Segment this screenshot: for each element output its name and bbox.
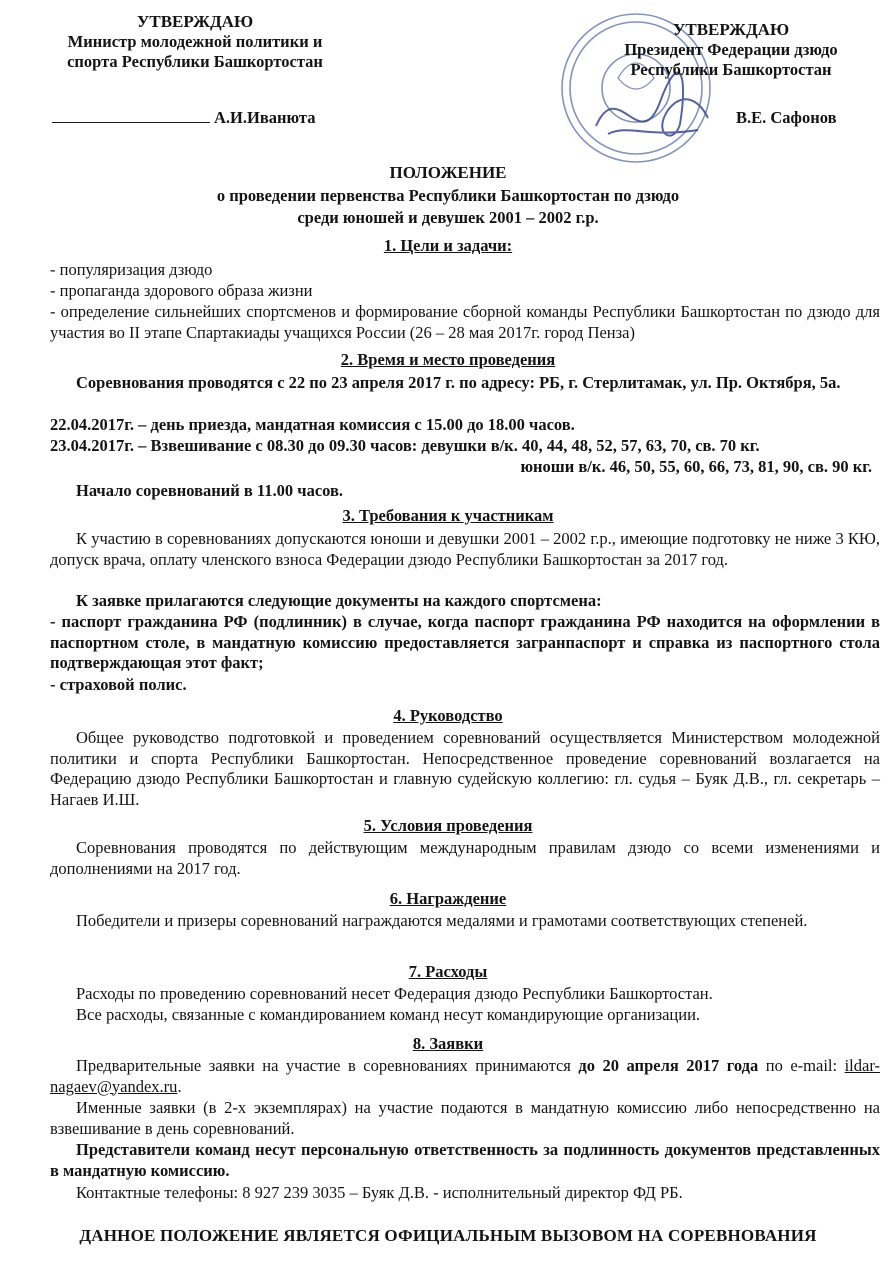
section-heading-management: 4. Руководство	[393, 706, 503, 725]
approval-line-2: Республики Башкортостан	[630, 60, 832, 79]
section-heading-requirements: 3. Требования к участникам	[342, 506, 554, 525]
applications-deadline: до 20 апреля 2017 года	[578, 1056, 759, 1075]
section-heading-time-place: 2. Время и место проведения	[340, 350, 556, 369]
weigh-in-boys-text: юноши в/к. 46, 50, 55, 60, 66, 73, 81, 90, св. 90 кг.	[520, 457, 872, 476]
applications-email-label: по e-mail:	[758, 1056, 845, 1075]
approval-heading: УТВЕРЖДАЮ	[672, 20, 790, 39]
document-subtitle-1: о проведении первенства Республики Башкортостан по дзюдо	[216, 186, 680, 205]
contact-phones-text: Контактные телефоны: 8 927 239 3035 – Буяк Д.В. - исполнительный директор ФД РБ.	[76, 1183, 683, 1202]
signer-name-president: В.Е. Сафонов	[736, 108, 837, 127]
management-paragraph: Общее руководство подготовкой и проведением соревнований осуществляется Министерством молодежной политики и спорта Республики Башкортостан. Непосредственное проведение соревнований возлагается на Федерацию дзюдо Республики Башкортостан и главную судейскую коллегию: гл. судья – Буяк Д.В., гл. секретарь – Нагаев И.Ш.	[50, 728, 880, 809]
section-heading-applications: 8. Заявки	[412, 1034, 484, 1053]
requirements-paragraph: К участию в соревнованиях допускаются юноши и девушки 2001 – 2002 г.р., имеющие подготовку не ниже 3 КЮ, допуск врача, оплату членского взноса Федерации дзюдо Республики Башкортостан за 2017 год.	[50, 529, 880, 569]
approval-block-minister	[30, 12, 360, 72]
approval-line-1: Министр молодежной политики и	[67, 32, 323, 51]
applications-text: Предварительные заявки на участие в соревнованиях принимаются	[76, 1056, 579, 1075]
approval-heading: УТВЕРЖДАЮ	[136, 12, 254, 31]
approval-line-2: спорта Республики Башкортостан	[67, 52, 323, 71]
named-applications-paragraph: Именные заявки (в 2-х экземплярах) на участие подаются в мандатную комиссию либо непосредственно на взвешивание в день соревнований.	[50, 1098, 880, 1138]
goals-item: - популяризация дзюдо	[50, 260, 213, 279]
arrival-day-text: 22.04.2017г. – день приезда, мандатная комиссия с 15.00 до 18.00 часов.	[50, 415, 575, 434]
official-call-footer: ДАННОЕ ПОЛОЖЕНИЕ ЯВЛЯЕТСЯ ОФИЦИАЛЬНЫМ ВЫЗОВОМ НА СОРЕВНОВАНИЯ	[79, 1226, 817, 1245]
section-heading-conditions: 5. Условия проведения	[363, 816, 533, 835]
time-place-paragraph: Соревнования проводятся с 22 по 23 апреля 2017 г. по адресу: РБ, г. Стерлитамак, ул. Пр. Октября, 5а.	[76, 373, 841, 392]
awards-paragraph: Победители и призеры соревнований награждаются медалями и грамотами соответствующих степеней.	[76, 911, 808, 930]
signer-name: А.И.Иванюта	[214, 108, 316, 127]
approval-line-1: Президент Федерации дзюдо	[624, 40, 838, 59]
responsibility-paragraph: Представители команд несут персональную ответственность за подлинность документов представленных в мандатную комиссию.	[50, 1140, 880, 1180]
approval-block-president	[598, 20, 864, 80]
signature-line-minister	[52, 108, 315, 128]
document-title: ПОЛОЖЕНИЕ	[389, 163, 507, 182]
preliminary-applications-paragraph	[50, 1056, 880, 1097]
signature-underline	[52, 108, 210, 123]
expenses-paragraph-1: Расходы по проведению соревнований несет Федерация дзюдо Республики Башкортостан.	[76, 984, 713, 1003]
section-heading-awards: 6. Награждение	[389, 889, 507, 908]
section-heading-goals: 1. Цели и задачи:	[383, 236, 513, 255]
documents-intro-text: К заявке прилагаются следующие документы на каждого спортсмена:	[76, 591, 602, 610]
document-subtitle-2: среди юношей и девушек 2001 – 2002 г.р.	[297, 208, 599, 227]
applications-email-link[interactable]: ildar-nagaev@yandex.ru	[50, 1056, 880, 1096]
conditions-paragraph: Соревнования проводятся по действующим международным правилам дзюдо со всеми изменениями и дополнениями на 2017 год.	[50, 838, 880, 878]
weigh-in-girls-text: 23.04.2017г. – Взвешивание с 08.30 до 09.30 часов: девушки в/к. 40, 44, 48, 52, 57, 63, 70, св. 70 кг.	[50, 436, 760, 455]
expenses-paragraph-2: Все расходы, связанные с командированием команд несут командирующие организации.	[76, 1005, 701, 1024]
applications-period: .	[177, 1076, 182, 1096]
start-time-text: Начало соревнований в 11.00 часов.	[76, 481, 344, 500]
insurance-requirement-text: - страховой полис.	[50, 675, 187, 694]
section-heading-expenses: 7. Расходы	[408, 962, 488, 981]
goals-item: - определение сильнейших спортсменов и формирование сборной команды Республики Башкортостан по дзюдо для участия во II этапе Спартакиады учащихся России (26 – 28 мая 2017г. город Пенза)	[50, 302, 880, 342]
passport-requirement-text: - паспорт гражданина РФ (подлинник) в случае, когда паспорт гражданина РФ находится на оформлении в паспортном столе, в мандатную комиссию предоставляется загранпаспорт и справка из паспортного стола подтверждающая этот факт;	[50, 612, 880, 672]
goals-item: - пропаганда здорового образа жизни	[50, 281, 313, 300]
